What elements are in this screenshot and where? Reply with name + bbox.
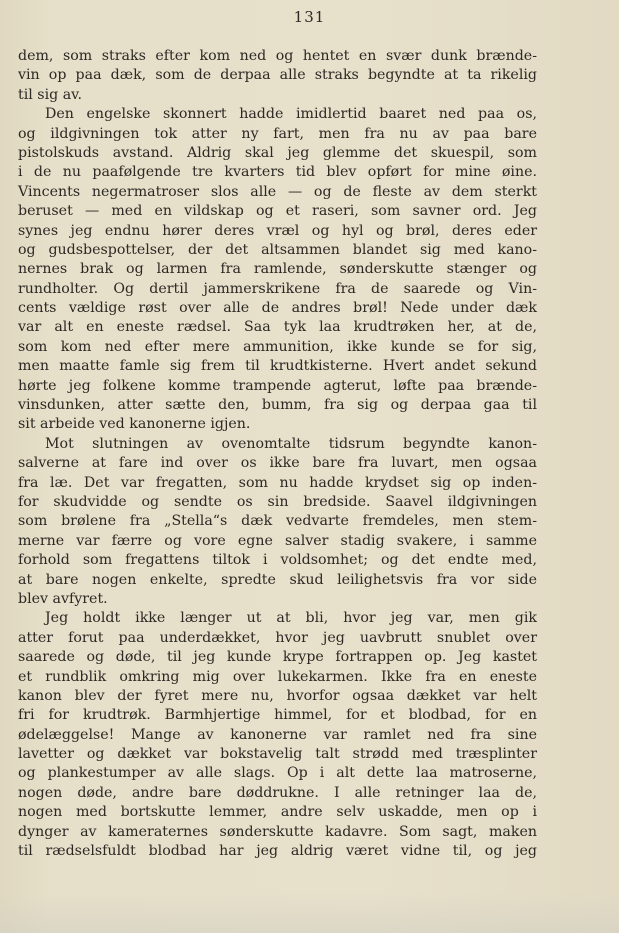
text-line: forhold som fregattens tiltok i voldsomhet; og det endte med, bbox=[18, 552, 537, 569]
text-line: cents vældige røst over alle de andres brøl! Nede under dæk bbox=[18, 300, 537, 317]
text-line: at bare nogen enkelte, spredte skud leilighetsvis fra vor side bbox=[18, 571, 537, 588]
text-line: og ildgivningen tok atter ny fart, men fra nu av paa bare bbox=[18, 125, 537, 142]
text-line: ødelæggelse! Mange av kanonerne var ramlet ned fra sine bbox=[18, 726, 537, 743]
text-line: og gudsbespottelser, der det altsammen blandet sig med kano- bbox=[18, 241, 537, 258]
text-line: Vincents negermatroser slos alle — og de fleste av dem sterkt bbox=[18, 183, 537, 200]
text-line: saarede og døde, til jeg kunde krype fortrappen op. Jeg kastet bbox=[18, 649, 537, 666]
text-line: et rundblik omkring mig over lukekarmen. Ikke fra en eneste bbox=[18, 668, 537, 685]
text-line: og plankestumper av alle slags. Op i alt dette laa matroserne, bbox=[18, 765, 537, 782]
page-number: 131 bbox=[293, 8, 326, 26]
text-line: Jeg holdt ikke længer ut at bli, hvor jeg var, men gik bbox=[45, 610, 537, 627]
text-line: fra læ. Det var fregatten, som nu hadde krydset sig op inden- bbox=[18, 474, 537, 491]
text-line: beruset — med en vildskap og et raseri, som savner ord. Jeg bbox=[18, 203, 537, 220]
text-line: blev avfyret. bbox=[18, 590, 108, 607]
text-line: til sig av. bbox=[18, 86, 82, 103]
text-line: vinsdunken, atter sætte den, bumm, fra sig og derpaa gaa til bbox=[18, 397, 537, 414]
text-line: men maatte famle sig frem til krudtkisterne. Hvert andet sekund bbox=[18, 358, 537, 375]
text-line: dynger av kameraternes sønderskutte kadavre. Som sagt, maken bbox=[18, 823, 537, 840]
text-line: Den engelske skonnert hadde imidlertid baaret ned paa os, bbox=[45, 106, 537, 123]
page-bottom-edge bbox=[0, 893, 619, 933]
text-line: dem, som straks efter kom ned og hentet en svær dunk brænde- bbox=[18, 48, 537, 64]
text-line: merne var færre og vore egne salver stadig svakere, i samme bbox=[18, 532, 537, 549]
text-line: nogen med bortskutte lemmer, andre selv uskadde, men op i bbox=[18, 804, 537, 821]
text-line: pistolskuds avstand. Aldrig skal jeg glemme det skuespil, som bbox=[18, 144, 537, 161]
text-line: var alt en eneste rædsel. Saa tyk laa krudtrøken her, at de, bbox=[18, 319, 537, 336]
text-line: fri for krudtrøk. Barmhjertige himmel, for et blodbad, for en bbox=[18, 707, 537, 724]
text-line: kanon blev der fyret mere nu, hvorfor ogsaa dækket var helt bbox=[18, 687, 537, 704]
text-line: nernes brak og larmen fra ramlende, sønderskutte stænger og bbox=[18, 261, 537, 278]
text-line: hørte jeg folkene komme trampende agterut, løfte paa brænde- bbox=[18, 377, 537, 394]
text-line: atter forut paa underdækket, hvor jeg uavbrutt snublet over bbox=[18, 629, 537, 646]
text-line: synes jeg endnu hører deres vræl og hyl og brøl, deres eder bbox=[18, 222, 537, 239]
text-line: som brølene fra „Stella“s dæk vedvarte fremdeles, men stem- bbox=[18, 513, 537, 530]
text-line: vin op paa dæk, som de derpaa alle straks begyndte at ta rikelig bbox=[18, 67, 537, 84]
body-text bbox=[18, 47, 537, 861]
text-line: til rædselsfuldt blodbad har jeg aldrig været vidne til, og jeg bbox=[18, 843, 537, 860]
text-line: rundholter. Og dertil jammerskrikene fra de saarede og Vin- bbox=[18, 280, 537, 297]
text-line: som kom ned efter mere ammunition, ikke kunde se for sig, bbox=[18, 338, 537, 355]
text-line: lavetter og dækket var bokstavelig talt strødd med træsplinter bbox=[18, 746, 537, 763]
text-line: i de nu paafølgende tre kvarters tid blev opført for mine øine. bbox=[18, 164, 537, 181]
text-line: salverne at fare ind over os ikke bare fra luvart, men ogsaa bbox=[18, 455, 537, 472]
text-line: Mot slutningen av ovenomtalte tidsrum begyndte kanon- bbox=[45, 435, 537, 452]
text-line: for skudvidde og sendte os sin bredside. Saavel ildgivningen bbox=[18, 493, 537, 510]
text-line: nogen døde, andre bare døddrukne. I alle retninger laa de, bbox=[18, 784, 537, 801]
text-line: sit arbeide ved kanonerne igjen. bbox=[18, 416, 251, 433]
